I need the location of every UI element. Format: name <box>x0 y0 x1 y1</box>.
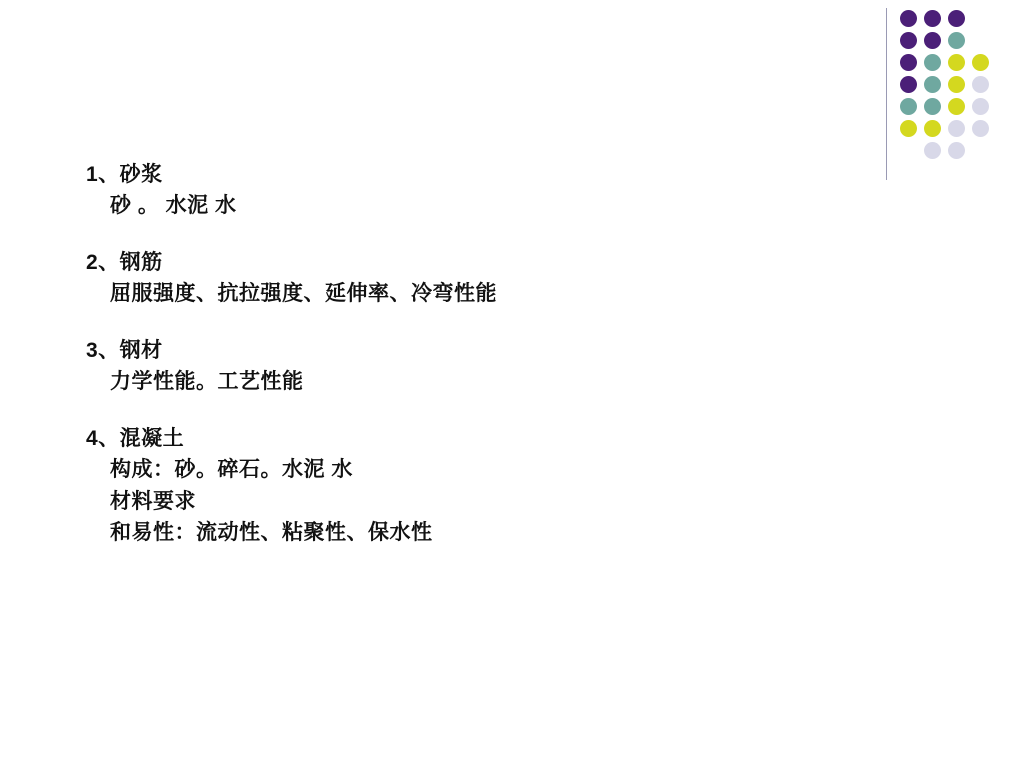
decorative-dot <box>948 98 965 115</box>
decorative-dot <box>948 142 965 159</box>
block-line: 和易性：流动性、粘聚性、保水性 <box>110 521 433 545</box>
decorative-dot <box>924 76 941 93</box>
decorative-dot <box>900 76 917 93</box>
decorative-dot <box>948 54 965 71</box>
decorative-dot <box>948 10 965 27</box>
block-line: 构成：砂。碎石。水泥 水 <box>110 458 353 482</box>
decorative-dot <box>948 120 965 137</box>
content-block <box>86 160 846 222</box>
decorative-dot <box>900 54 917 71</box>
block-line: 力学性能。工艺性能 <box>110 370 304 394</box>
decorative-dot <box>924 98 941 115</box>
decorative-dot <box>972 76 989 93</box>
block-line: 砂 。 水泥 水 <box>110 194 237 218</box>
block-heading: 3、钢材 <box>86 338 163 362</box>
block-heading: 2、钢筋 <box>86 250 163 274</box>
decorative-dot <box>900 32 917 49</box>
block-line: 材料要求 <box>110 489 196 513</box>
content-block <box>86 248 846 310</box>
decorative-dot <box>948 76 965 93</box>
dot-grid-decoration <box>900 10 1010 170</box>
decorative-dot <box>924 120 941 137</box>
content-block <box>86 424 846 549</box>
slide-body-text <box>86 160 846 549</box>
decorative-dot <box>900 120 917 137</box>
decorative-dot <box>924 32 941 49</box>
block-heading: 1、砂浆 <box>86 163 163 186</box>
decorative-dot <box>948 32 965 49</box>
decorative-dot <box>972 54 989 71</box>
block-heading: 4、混凝土 <box>86 426 185 450</box>
content-block <box>86 336 846 398</box>
block-line: 屈服强度、抗拉强度、延伸率、冷弯性能 <box>110 282 497 306</box>
decorative-dot <box>900 98 917 115</box>
decorative-dot <box>924 142 941 159</box>
decorative-dot <box>924 10 941 27</box>
decorative-dot <box>972 98 989 115</box>
vertical-divider <box>886 8 887 180</box>
decorative-dot <box>972 120 989 137</box>
decorative-dot <box>924 54 941 71</box>
decorative-dot <box>900 10 917 27</box>
